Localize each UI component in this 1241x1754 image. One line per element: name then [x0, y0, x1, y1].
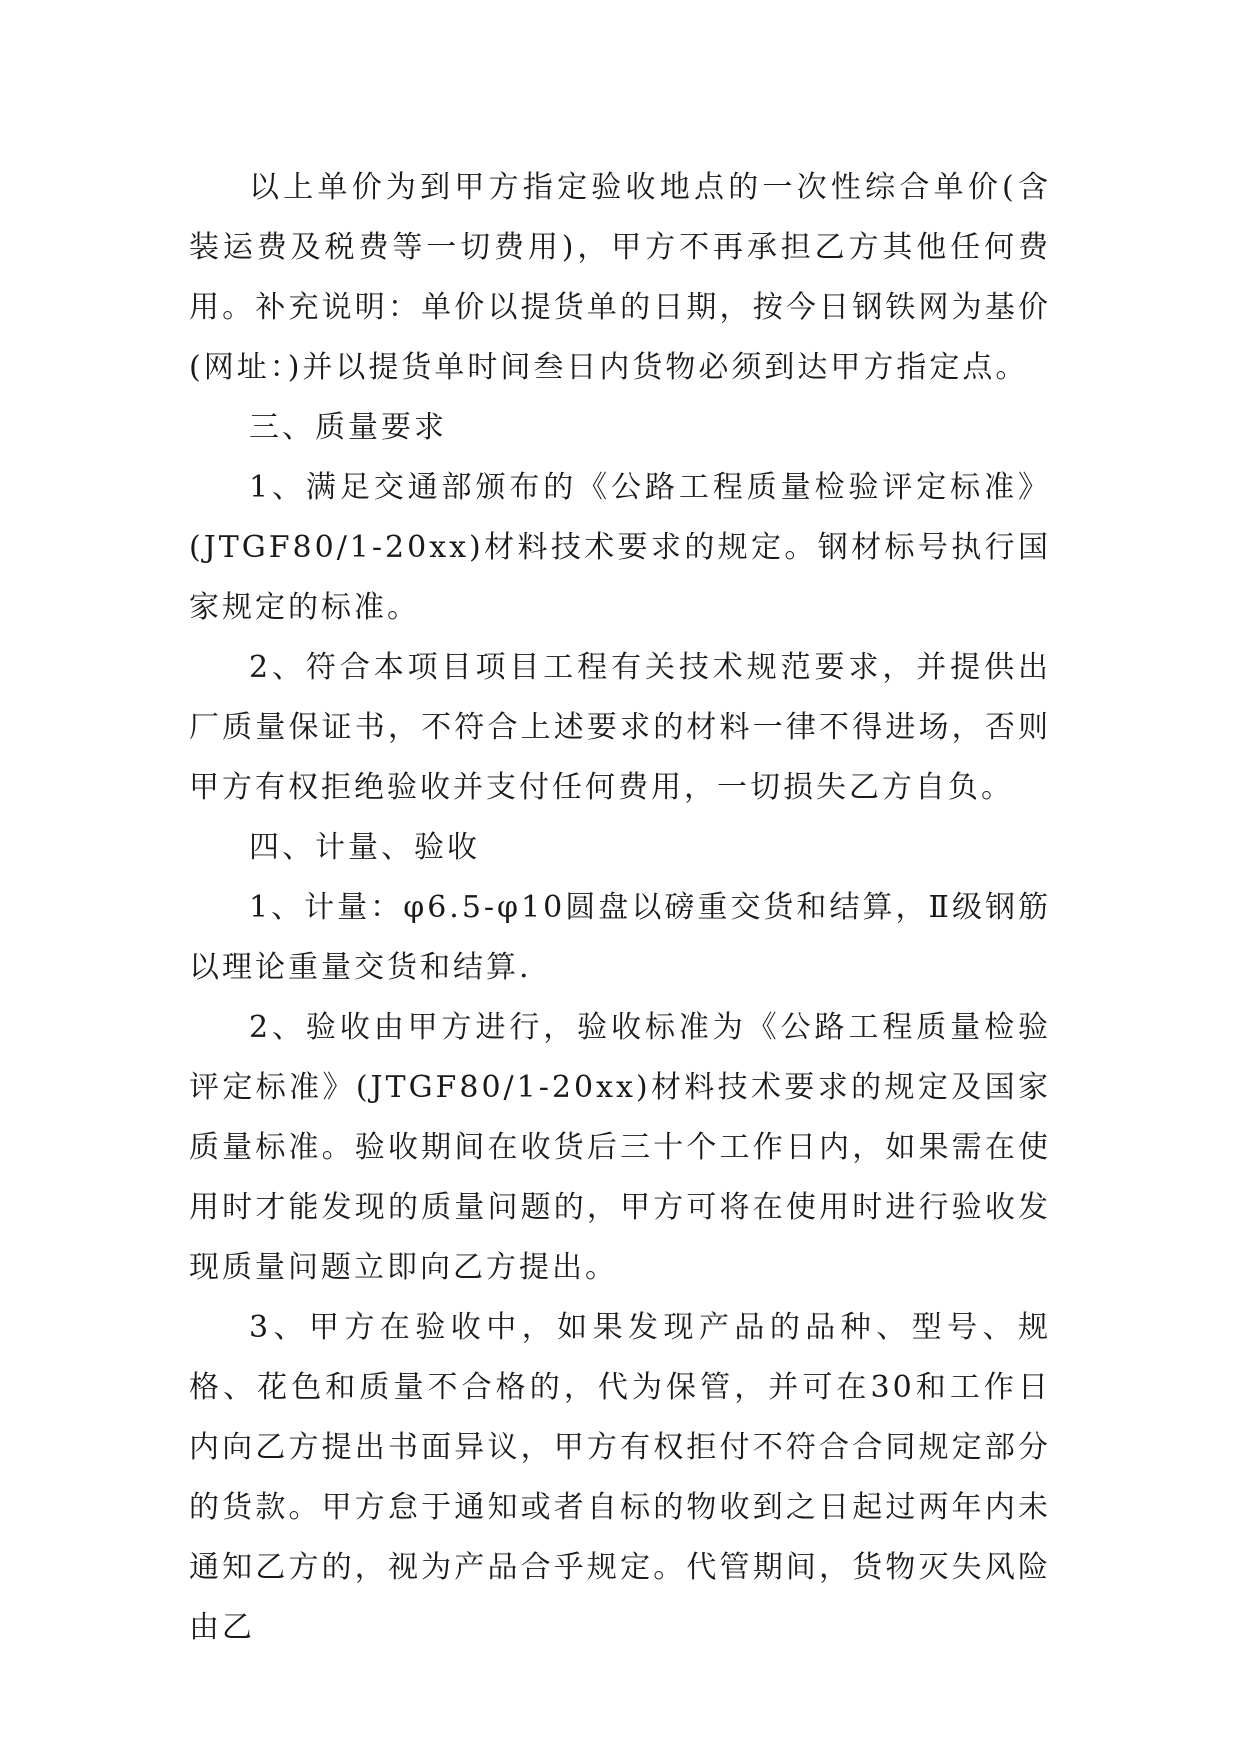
- paragraph-unit-price: 以上单价为到甲方指定验收地点的一次性综合单价(含装运费及税费等一切费用)，甲方不再承担乙方其他任何费用。补充说明：单价以提货单的日期，按今日钢铁网为基价(网址：)并以提货单时间叁日内货物必须到达甲方指定点。: [189, 170, 1051, 385]
- paragraph-acceptance-3: 3、甲方在验收中，如果发现产品的品种、型号、规格、花色和质量不合格的，代为保管，并可在30和工作日内向乙方提出书面异议，甲方有权拒付不符合合同规定部分的货款。甲方怠于通知或者自标的物收到之日起过两年内未通知乙方的，视为产品合乎规定。代管期间，货物灭失风险由乙: [189, 1310, 1051, 1645]
- heading-quality-requirements: 三、质量要求: [249, 410, 447, 445]
- paragraph-quality-2: 2、符合本项目项目工程有关技术规范要求，并提供出厂质量保证书，不符合上述要求的材料一律不得进场，否则甲方有权拒绝验收并支付任何费用，一切损失乙方自负。: [189, 650, 1051, 805]
- document-body: [189, 158, 1051, 1658]
- paragraph-measurement-1: 1、计量：φ6.5-φ10圆盘以磅重交货和结算，Ⅱ级钢筋以理论重量交货和结算.: [189, 890, 1051, 985]
- paragraph-acceptance-2: 2、验收由甲方进行，验收标准为《公路工程质量检验评定标准》(JTGF80/1-20xx)材料技术要求的规定及国家质量标准。验收期间在收货后三十个工作日内，如果需在使用时才能发现的质量问题的，甲方可将在使用时进行验收发现质量问题立即向乙方提出。: [189, 1010, 1051, 1285]
- paragraph-quality-1: 1、满足交通部颁布的《公路工程质量检验评定标准》(JTGF80/1-20xx)材料技术要求的规定。钢材标号执行国家规定的标准。: [189, 470, 1051, 625]
- heading-measurement-acceptance: 四、计量、验收: [249, 830, 480, 865]
